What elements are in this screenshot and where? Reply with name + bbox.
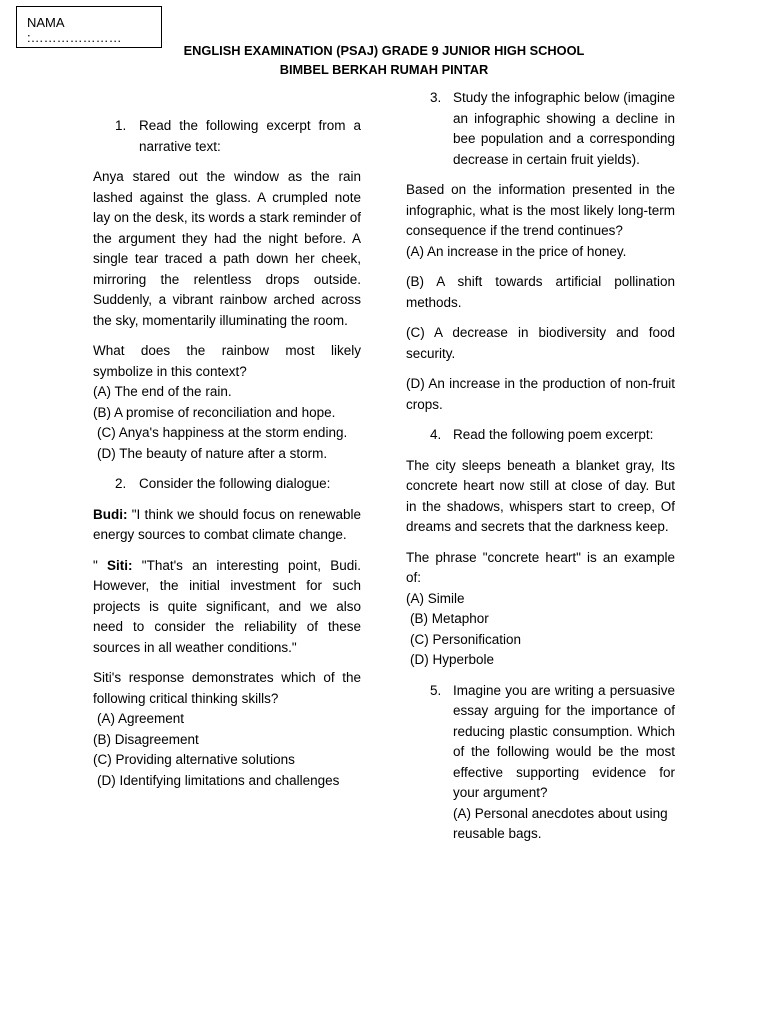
question-5-number: 5. bbox=[430, 682, 442, 698]
question-2-option-c: (C) Providing alternative solutions bbox=[93, 752, 295, 767]
siti-line: "That's an interesting point, Budi. However, the initial investment for such projects is quite significant, and we also need to consider the reliability of these sources in all weather conditions." bbox=[93, 557, 362, 655]
question-2-prompt-text: Consider the following dialogue: bbox=[139, 476, 331, 491]
speaker-budi: Budi: bbox=[93, 506, 128, 522]
question-2-dialogue-budi bbox=[93, 505, 361, 546]
question-4-number: 4. bbox=[430, 427, 442, 442]
right-column bbox=[406, 88, 675, 845]
siti-prefix: " bbox=[93, 557, 108, 573]
left-column bbox=[93, 88, 361, 791]
question-5-prompt-text: Imagine you are writing a persuasive essay arguing for the importance of reducing plastic consumption. Which of the following would be the most effective supporting evidence for your argument? bbox=[453, 682, 675, 800]
question-1-option-a: (A) The end of the rain. bbox=[93, 384, 232, 399]
question-4-question: The phrase "concrete heart" is an example of: bbox=[406, 549, 675, 585]
question-1-prompt bbox=[93, 116, 361, 157]
question-4-prompt bbox=[406, 425, 675, 446]
question-1-option-c: (C) Anya's happiness at the storm ending. bbox=[97, 425, 348, 440]
question-3-option-d: (D) An increase in the production of non-fruit crops. bbox=[406, 376, 675, 412]
name-field-label: NAMA :………………… bbox=[27, 15, 122, 45]
question-4-poem: The city sleeps beneath a blanket gray, Its concrete heart now still at close of day. But in the shadows, whispers start to creep, Of dreams and secrets that the darkness keep. bbox=[406, 457, 675, 534]
question-2-question: Siti's response demonstrates which of the following critical thinking skills? bbox=[93, 670, 361, 706]
exam-subtitle: BIMBEL BERKAH RUMAH PINTAR bbox=[279, 62, 489, 77]
question-1-prompt-text: Read the following excerpt from a narrative text: bbox=[139, 118, 361, 154]
question-5-option-a: (A) Personal anecdotes about using reusable bags. bbox=[453, 805, 668, 841]
budi-line: "I think we should focus on renewable energy sources to combat climate change. bbox=[93, 506, 361, 542]
question-3-prompt-text: Study the infographic below (imagine an infographic showing a decline in bee population and a corresponding decrease in certain fruit yields). bbox=[453, 90, 675, 167]
question-2-option-b: (B) Disagreement bbox=[93, 731, 199, 747]
question-1-number: 1. bbox=[115, 118, 127, 133]
question-5-prompt bbox=[406, 681, 675, 804]
question-4-option-b: (B) Metaphor bbox=[410, 611, 489, 626]
speaker-siti: Siti: bbox=[107, 557, 133, 573]
question-4-option-d: (D) Hyperbole bbox=[410, 652, 495, 667]
question-3-option-c: (C) A decrease in biodiversity and food security. bbox=[406, 325, 675, 361]
question-2-dialogue-siti bbox=[93, 556, 361, 659]
name-field-box bbox=[16, 6, 162, 48]
exam-title: ENGLISH EXAMINATION (PSAJ) GRADE 9 JUNIOR HIGH SCHOOL bbox=[183, 43, 585, 58]
question-3-question: Based on the information presented in the infographic, what is the most likely long-term consequence if the trend continues? bbox=[406, 182, 675, 238]
question-1-option-d: (D) The beauty of nature after a storm. bbox=[97, 445, 328, 461]
question-2-prompt bbox=[93, 474, 361, 495]
question-4-option-a: (A) Simile bbox=[406, 590, 465, 606]
question-2-option-a: (A) Agreement bbox=[97, 711, 185, 726]
question-3-option-a: (A) An increase in the price of honey. bbox=[406, 243, 627, 259]
question-3-prompt bbox=[406, 88, 675, 170]
question-1-passage: Anya stared out the window as the rain lashed against the glass. A crumpled note lay on the desk, its words a stark reminder of the argument they had the night before. A single tear traced a path down her cheek, mirroring the relentless drops outside. Suddenly, a vibrant rainbow arched across the sky, momentarily illuminating the room. bbox=[93, 169, 361, 328]
question-2-number: 2. bbox=[115, 476, 127, 491]
question-3-option-b: (B) A shift towards artificial pollination methods. bbox=[406, 274, 675, 310]
question-2-option-d: (D) Identifying limitations and challenges bbox=[97, 772, 340, 788]
question-3-number: 3. bbox=[430, 90, 442, 105]
question-1-option-b: (B) A promise of reconciliation and hope. bbox=[93, 404, 336, 420]
question-1-question: What does the rainbow most likely symbolize in this context? bbox=[93, 343, 361, 379]
question-4-prompt-text: Read the following poem excerpt: bbox=[453, 427, 654, 442]
question-4-option-c: (C) Personification bbox=[410, 631, 522, 647]
